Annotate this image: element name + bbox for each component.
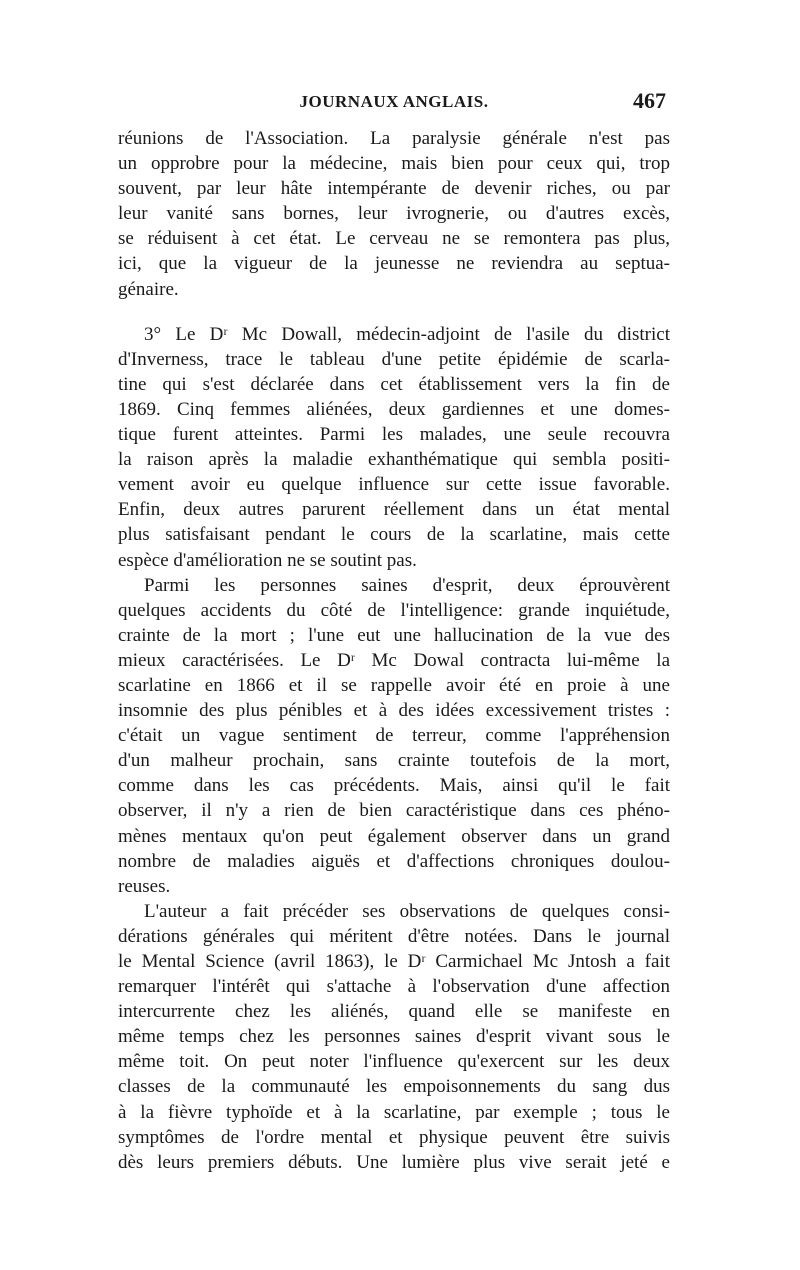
text-line: même temps chez les personnes saines d'esprit vivant sous le <box>118 1026 670 1048</box>
text-line: espèce d'amélioration ne se soutint pas. <box>118 549 417 571</box>
text-line: d'un malheur prochain, sans crainte toutefois de la mort, <box>118 750 670 772</box>
text-line: génaire. <box>118 278 179 300</box>
text-line: tine qui s'est déclarée dans cet établissement vers la fin de <box>118 373 670 395</box>
text-line: un opprobre pour la médecine, mais bien pour ceux qui, trop <box>118 153 670 175</box>
text-line: intercurrente chez les aliénés, quand elle se manifeste en <box>118 1001 670 1023</box>
paragraph <box>118 573 670 899</box>
page-number: 467 <box>633 88 666 113</box>
text-line: insomnie des plus pénibles et à des idées excessivement tristes : <box>118 700 670 722</box>
text-line: nombre de maladies aiguës et d'affections chroniques doulou- <box>118 850 670 872</box>
text-line: ici, que la vigueur de la jeunesse ne reviendra au septua- <box>118 253 670 275</box>
text-line: Enfin, deux autres parurent réellement dans un état mental <box>118 499 670 521</box>
text-line: dérations générales qui méritent d'être notées. Dans le journal <box>118 925 670 947</box>
text-line: mieux caractérisées. Le Dʳ Mc Dowal contracta lui-même la <box>118 649 670 671</box>
text-line: mènes mentaux qu'on peut également observer dans un grand <box>118 825 670 847</box>
text-line: d'Inverness, trace le tableau d'une petite épidémie de scarla- <box>118 348 670 370</box>
text-line: souvent, par leur hâte intempérante de devenir riches, ou par <box>118 178 670 200</box>
text-line: remarquer l'intérêt qui s'attache à l'observation d'une affection <box>118 976 670 998</box>
text-line: 3° Le Dʳ Mc Dowall, médecin-adjoint de l'asile du district <box>144 323 670 345</box>
text-line: comme dans les cas précédents. Mais, ainsi qu'il le fait <box>118 775 670 797</box>
paragraph <box>118 899 670 1175</box>
paragraph-gap <box>118 302 670 322</box>
running-title: JOURNAUX ANGLAIS. <box>299 92 489 111</box>
text-line: même toit. On peut noter l'influence qu'exercent sur les deux <box>118 1051 670 1073</box>
paragraph <box>118 322 670 573</box>
running-head <box>118 88 670 120</box>
text-line: reuses. <box>118 875 171 897</box>
body-text <box>118 126 670 1175</box>
text-line: plus satisfaisant pendant le cours de la scarlatine, mais cette <box>118 524 670 546</box>
paragraph <box>118 126 670 302</box>
text-line: leur vanité sans bornes, leur ivrognerie, ou d'autres excès, <box>118 203 670 225</box>
text-line: se réduisent à cet état. Le cerveau ne se remontera pas plus, <box>118 228 670 250</box>
text-line: la raison après la maladie exhanthématique qui sembla positi- <box>118 449 670 471</box>
text-line: c'était un vague sentiment de terreur, comme l'appréhension <box>118 725 670 747</box>
text-line: observer, il n'y a rien de bien caractéristique dans ces phéno- <box>118 800 670 822</box>
text-line: le Mental Science (avril 1863), le Dʳ Carmichael Mc Jntosh a fait <box>118 951 670 972</box>
text-line: à la fièvre typhoïde et à la scarlatine, par exemple ; tous le <box>118 1101 670 1123</box>
text-line: dès leurs premiers débuts. Une lumière plus vive serait jeté e <box>118 1151 670 1173</box>
text-line: L'auteur a fait précéder ses observations de quelques consi- <box>144 900 670 922</box>
text-line: réunions de l'Association. La paralysie générale n'est pas <box>118 128 670 149</box>
text-line: classes de la communauté les empoisonnements du sang dus <box>118 1076 670 1098</box>
text-line: Parmi les personnes saines d'esprit, deux éprouvèrent <box>144 574 670 596</box>
text-line: quelques accidents du côté de l'intelligence: grande inquiétude, <box>118 599 670 621</box>
text-line: scarlatine en 1866 et il se rappelle avoir été en proie à une <box>118 674 670 696</box>
text-line: 1869. Cinq femmes aliénées, deux gardiennes et une domes- <box>118 398 670 420</box>
text-line: tique furent atteintes. Parmi les malades, une seule recouvra <box>118 424 670 446</box>
text-line: crainte de la mort ; l'une eut une hallucination de la vue des <box>118 624 670 646</box>
text-line: vement avoir eu quelque influence sur cette issue favorable. <box>118 474 670 496</box>
text-line: symptômes de l'ordre mental et physique peuvent être suivis <box>118 1126 670 1148</box>
